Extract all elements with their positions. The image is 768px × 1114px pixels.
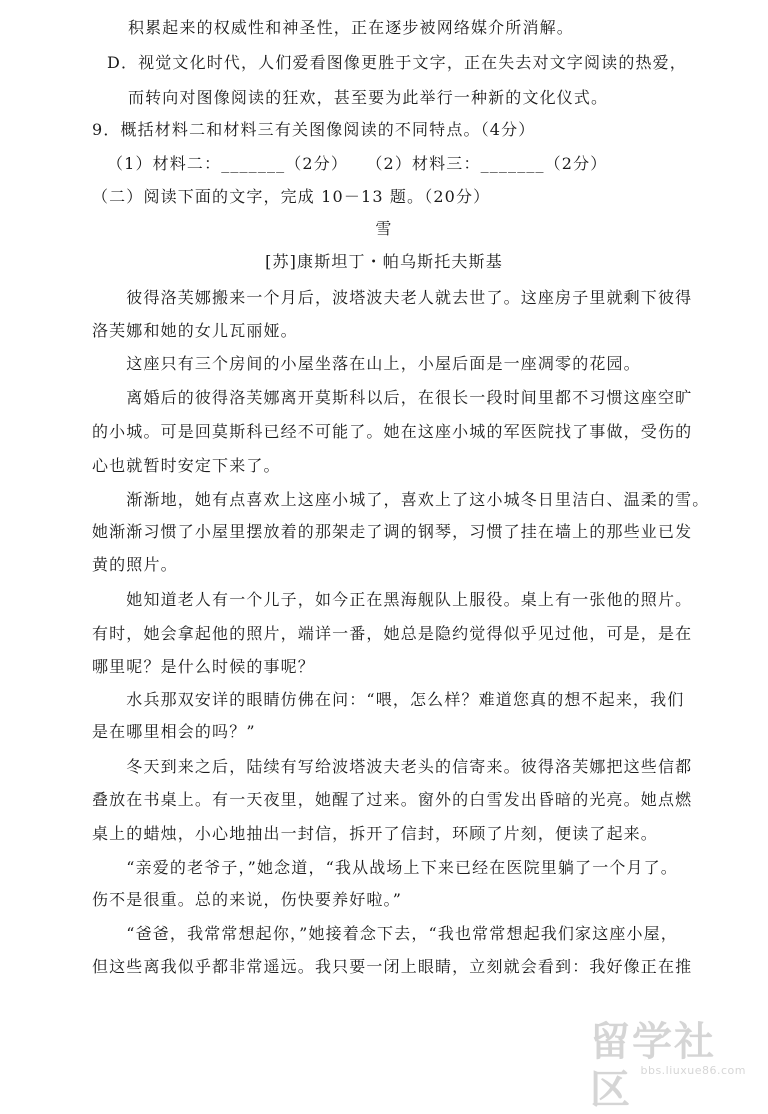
story-author: [苏]康斯坦丁・帕乌斯托夫斯基 — [265, 252, 503, 271]
section-header: （二）阅读下面的文字，完成 10－13 题。（20分） — [92, 187, 491, 206]
question-9: 9．概括材料二和材料三有关图像阅读的不同特点。（4分） — [92, 120, 536, 139]
watermark-logo-text: 留学社区 — [590, 1019, 716, 1113]
story-line: “亲爱的老爷子，”她念道，“我从战场上下来已经在医院里躺了一个月了。 — [92, 858, 678, 877]
story-line: 但这些离我似乎都非常遥远。我只要一闭上眼睛，立刻就会看到：我好像正在推 — [92, 957, 693, 976]
story-line: 渐渐地，她有点喜欢上这座小城了，喜欢上了这小城冬日里洁白、温柔的雪。 — [92, 490, 710, 509]
story-line: 她知道老人有一个儿子，如今正在黑海舰队上服役。桌上有一张他的照片。 — [92, 590, 693, 609]
story-line: 叠放在书桌上。有一天夜里，她醒了过来。窗外的白雪发出昏暗的光亮。她点燃 — [92, 790, 693, 809]
option-d-line-1: D．视觉文化时代，人们爱看图像更胜于文字，正在失去对文字阅读的热爱， — [107, 53, 687, 72]
story-line: 冬天到来之后，陆续有写给波塔波夫老头的信寄来。彼得洛芙娜把这些信都 — [92, 757, 693, 776]
story-line: 心也就暂时安定下来了。 — [92, 456, 281, 475]
story-line: 离婚后的彼得洛芙娜离开莫斯科以后，在很长一段时间里都不习惯这座空旷 — [92, 388, 693, 407]
story-line: 洛芙娜和她的女儿瓦丽娅。 — [92, 321, 298, 340]
story-line: 的小城。可是回莫斯科已经不可能了。她在这座小城的军医院找了事做，受伤的 — [92, 422, 693, 441]
story-line: 彼得洛芙娜搬来一个月后，波塔波夫老人就去世了。这座房子里就剩下彼得 — [92, 288, 693, 307]
story-line: 这座只有三个房间的小屋坐落在山上，小屋后面是一座凋零的花园。 — [92, 354, 641, 373]
watermark-url: bbs.liuxue86.com — [640, 1064, 746, 1077]
story-title: 雪 — [375, 219, 393, 238]
option-d-line-2: 而转向对图像阅读的狂欢，甚至要为此举行一种新的文化仪式。 — [128, 88, 609, 107]
option-c-continuation: 积累起来的权威性和神圣性，正在逐步被网络媒介所消解。 — [128, 18, 574, 37]
question-9-blanks: （1）材料二：_______（2分） （2）材料三：_______（2分） — [107, 154, 608, 173]
story-line: 有时，她会拿起他的照片，端详一番，她总是隐约觉得似乎见过他，可是，是在 — [92, 624, 693, 643]
site-watermark — [590, 1018, 750, 1113]
story-line: “爸爸，我常常想起你，”她接着念下去，“我也常常想起我们家这座小屋， — [92, 924, 678, 943]
story-line: 伤不是很重。总的来说，伤快要养好啦。” — [92, 890, 403, 909]
story-line: 哪里呢？是什么时候的事呢？ — [92, 657, 315, 676]
story-line: 她渐渐习惯了小屋里摆放着的那架走了调的钢琴，习惯了挂在墙上的那些业已发 — [92, 522, 693, 541]
story-line: 是在哪里相会的吗？” — [92, 722, 256, 741]
story-line: 黄的照片。 — [92, 555, 178, 574]
story-line: 桌上的蜡烛，小心地抽出一封信，拆开了信封，环顾了片刻，便读了起来。 — [92, 824, 658, 843]
story-line: 水兵那双安详的眼睛仿佛在问：“喂，怎么样？难道您真的想不起来，我们 — [92, 690, 685, 709]
